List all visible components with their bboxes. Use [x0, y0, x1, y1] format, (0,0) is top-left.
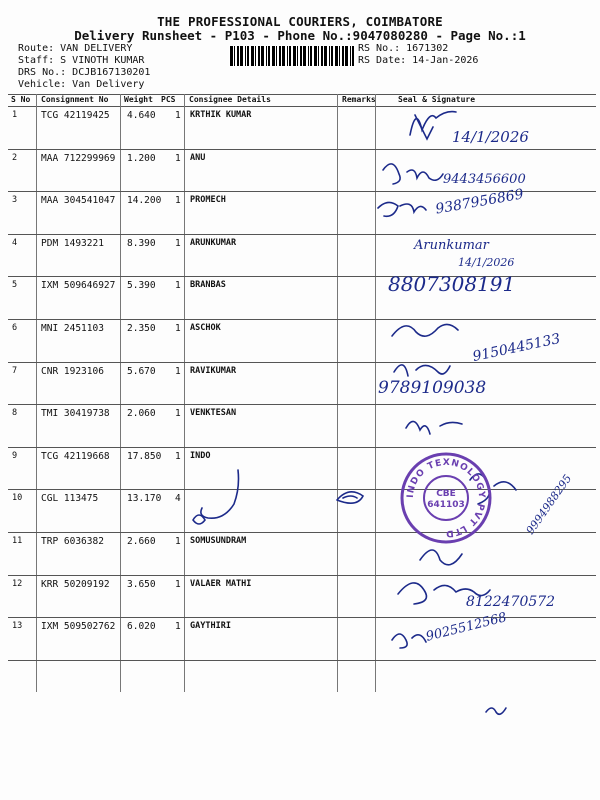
barcode-bar [237, 46, 239, 66]
row-consignee: ASCHOK [190, 323, 221, 333]
staff-field: Staff: S VINOTH KUMAR [18, 55, 145, 66]
row-consignee: ARUNKUMAR [190, 237, 237, 248]
col-header-consignee: Consignee Details [189, 95, 271, 104]
row-weight: 2.350 [127, 323, 156, 334]
runsheet-title: Delivery Runsheet - P103 - Phone No.:9047080280 - Page No.:1 [74, 28, 526, 43]
handwritten-phone: 9443456600 [443, 172, 526, 187]
row-pcs: 1 [175, 152, 181, 164]
row-pcs: 1 [175, 450, 181, 462]
row-weight: 2.060 [127, 408, 156, 420]
row-separator [8, 234, 596, 235]
handwritten-date: 14/1/2026 [452, 128, 529, 146]
barcode-bar [331, 46, 333, 66]
row-sno: 13 [12, 621, 23, 632]
barcode-bar [287, 46, 288, 66]
barcode-bar [276, 46, 277, 66]
row-pcs: 1 [175, 110, 181, 121]
handwritten-date: 14/1/2026 [458, 256, 515, 269]
handwritten-phone: 9025512568 [424, 610, 509, 645]
handwritten-name: Arunkumar [414, 238, 489, 253]
row-separator [8, 447, 596, 448]
row-consignment-no: TCG 42119425 [41, 110, 110, 121]
row-sno: 6 [12, 323, 18, 333]
row-consignment-no: CGL 113475 [41, 493, 99, 505]
row-pcs: 1 [175, 408, 181, 420]
row-separator [8, 362, 596, 363]
row-sno: 2 [12, 152, 18, 163]
row-weight: 2.660 [127, 536, 156, 547]
row-separator [8, 489, 596, 490]
row-sno: 10 [12, 493, 23, 504]
row-weight: 8.390 [127, 237, 156, 249]
row-pcs: 1 [175, 280, 181, 292]
handwritten-phone: 9789109038 [378, 378, 487, 398]
row-weight: 1.200 [127, 152, 156, 164]
col-divider [120, 94, 121, 692]
barcode-bar [310, 46, 312, 66]
row-separator [8, 532, 596, 533]
barcode-bar [350, 46, 351, 66]
row-separator [8, 660, 596, 661]
row-consignee: VALAER MATHI [190, 578, 252, 589]
barcode-bar [279, 46, 281, 66]
handwritten-phone: 9994988295 [523, 472, 575, 537]
barcode-bar [308, 46, 309, 66]
row-consignee: BRANBAS [190, 280, 226, 291]
row-consignee: GAYTHIRI [190, 621, 231, 632]
barcode-bar [314, 46, 317, 66]
row-separator [8, 319, 596, 320]
barcode-bar [303, 46, 306, 66]
row-weight: 4.640 [127, 110, 156, 121]
seal-pincode: 641103 [427, 500, 465, 510]
row-pcs: 1 [175, 195, 181, 207]
row-pcs: 1 [175, 237, 181, 249]
barcode-bar [342, 46, 344, 66]
barcode-bar [339, 46, 340, 66]
row-consignment-no: MNI 2451103 [41, 323, 104, 334]
barcode-bar [234, 46, 235, 66]
col-divider [375, 94, 376, 692]
col-divider [184, 94, 185, 692]
barcode-bar [255, 46, 256, 66]
barcode-bar [245, 46, 246, 66]
barcode-bar [345, 46, 348, 66]
row-weight: 14.200 [127, 195, 162, 207]
barcode-bar [321, 46, 323, 66]
barcode-bar [335, 46, 338, 66]
row-weight: 3.650 [127, 578, 156, 590]
barcode-bar [293, 46, 296, 66]
rs-number: RS No.: 1671302 [358, 43, 449, 54]
row-pcs: 1 [175, 536, 181, 547]
handwritten-phone: 8122470572 [466, 594, 556, 610]
row-sno: 5 [12, 280, 18, 291]
drs-field: DRS No.: DCJB167130201 [18, 67, 151, 78]
company-seal [398, 450, 494, 546]
barcode-bar [266, 46, 267, 66]
row-weight: 17.850 [127, 450, 162, 462]
col-header-pcs: PCS [161, 95, 176, 104]
row-sno: 7 [12, 365, 18, 376]
barcode-bar [329, 46, 330, 66]
runsheet-meta-right [358, 43, 478, 67]
row-separator [8, 404, 596, 405]
row-consignee: PROMECH [190, 195, 226, 206]
col-header-weight: Weight [124, 95, 153, 104]
barcode-bar [258, 46, 260, 66]
row-sno: 11 [12, 536, 23, 546]
row-sno: 12 [12, 578, 23, 589]
row-pcs: 1 [175, 365, 181, 377]
col-header-remarks: Remarks [342, 95, 376, 104]
row-consignment-no: MAA 712299969 [41, 152, 116, 164]
handwritten-phone: 9150445133 [471, 330, 562, 366]
row-consignment-no: TRP 6036382 [41, 536, 104, 547]
barcode-bar [261, 46, 264, 66]
row-sno: 4 [12, 237, 18, 248]
row-sno: 3 [12, 195, 18, 206]
row-consignee: SOMUSUNDRAM [190, 536, 247, 546]
row-separator [8, 149, 596, 150]
route-field: Route: VAN DELIVERY [18, 43, 133, 54]
handwritten-phone: 8807308191 [388, 272, 516, 296]
header-bottom-border [8, 106, 596, 107]
row-consignment-no: IXM 509502762 [41, 621, 116, 633]
barcode-bar [230, 46, 233, 66]
barcode-bar [289, 46, 291, 66]
seal-city: CBE [436, 489, 456, 499]
barcode-bar [272, 46, 275, 66]
runsheet-meta-left [18, 43, 150, 91]
barcode-bar [282, 46, 285, 66]
barcode-bar [324, 46, 327, 66]
barcode-bar [318, 46, 319, 66]
row-consignment-no: MAA 304541047 [41, 195, 116, 207]
barcode-bar [251, 46, 254, 66]
row-consignment-no: TCG 42119668 [41, 450, 110, 462]
row-sno: 8 [12, 408, 18, 419]
vehicle-field: Vehicle: Van Delivery [18, 79, 145, 90]
barcode-bar [297, 46, 298, 66]
row-pcs: 4 [175, 493, 181, 505]
row-weight: 5.670 [127, 365, 156, 377]
row-consignment-no: CNR 1923106 [41, 365, 104, 377]
barcode-bar [240, 46, 243, 66]
row-consignment-no: IXM 509646927 [41, 280, 116, 292]
barcode-bar [352, 46, 354, 66]
row-pcs: 1 [175, 323, 181, 334]
row-weight: 6.020 [127, 621, 156, 633]
row-separator [8, 617, 596, 618]
seal-ring-text: INDO TEXNOLOGY PVT LTD [405, 457, 487, 539]
row-weight: 5.390 [127, 280, 156, 292]
row-consignee: VENKTESAN [190, 408, 237, 419]
row-consignee: INDO [190, 450, 211, 461]
col-header-seal: Seal & Signature [398, 95, 476, 104]
row-pcs: 1 [175, 578, 181, 590]
row-consignment-no: KRR 50209192 [41, 578, 110, 590]
rs-date: RS Date: 14-Jan-2026 [358, 55, 479, 66]
row-pcs: 1 [175, 621, 181, 633]
barcode-bar [268, 46, 270, 66]
row-consignment-no: TMI 30419738 [41, 408, 110, 420]
row-sno: 9 [12, 450, 18, 461]
row-separator [8, 575, 596, 576]
col-header-consignment: Consignment No [41, 95, 109, 104]
row-consignee: ANU [190, 152, 206, 163]
col-divider [337, 94, 338, 692]
col-header-sno: S No [11, 95, 31, 104]
barcode-bar [300, 46, 302, 66]
row-consignee: KRTHIK KUMAR [190, 110, 252, 120]
row-consignee: RAVIKUMAR [190, 365, 237, 376]
barcode-image [229, 45, 356, 67]
row-sno: 1 [12, 110, 18, 120]
row-weight: 13.170 [127, 493, 162, 505]
row-consignment-no: PDM 1493221 [41, 237, 104, 249]
col-divider [36, 94, 37, 692]
company-name: THE PROFESSIONAL COURIERS, COIMBATORE [157, 14, 443, 29]
barcode-bar [247, 46, 249, 66]
handwritten-phone: 9387956869 [434, 186, 525, 218]
